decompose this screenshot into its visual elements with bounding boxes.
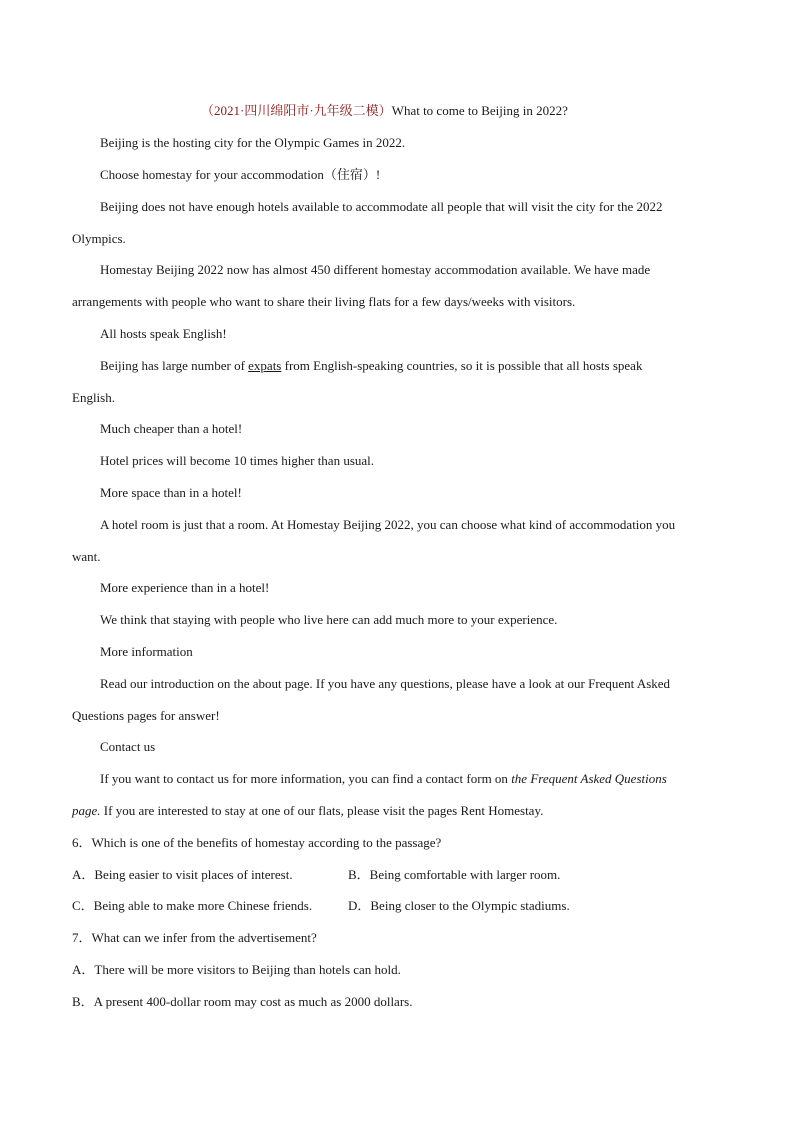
passage-title: What to come to Beijing in 2022? <box>391 103 568 118</box>
answer-option: A．There will be more visitors to Beijing than hotels can hold. <box>72 962 401 977</box>
paragraph-line: We think that staying with people who live here can add much more to your experience. <box>100 612 558 627</box>
source-tag: （2021·四川绵阳市·九年级二模） <box>201 103 392 118</box>
answer-option: B．A present 400-dollar room may cost as much as 2000 dollars. <box>72 994 413 1009</box>
paragraph-line <box>72 803 543 819</box>
italic-text: the Frequent Asked Questions <box>511 771 667 786</box>
text-segment: from English-speaking countries, so it is possible that all hosts speak <box>281 358 643 373</box>
paragraph-line: arrangements with people who want to share their living flats for a few days/weeks with visitors. <box>72 294 576 309</box>
section-heading: Choose homestay for your accommodation（住宿）! <box>100 167 381 182</box>
question-heading <box>201 103 568 119</box>
paragraph-line <box>100 771 667 787</box>
underlined-word: expats <box>248 358 282 373</box>
section-heading: Much cheaper than a hotel! <box>100 421 243 436</box>
section-heading: More experience than in a hotel! <box>100 580 270 595</box>
paragraph-line: Read our introduction on the about page. If you have any questions, please have a look at our Frequent Asked <box>100 676 671 691</box>
section-heading: All hosts speak English! <box>100 326 227 341</box>
text-segment: If you are interested to stay at one of our flats, please visit the pages Rent Homestay. <box>100 803 544 818</box>
paragraph-line: English. <box>72 390 115 405</box>
paragraph-line: Beijing does not have enough hotels available to accommodate all people that will visit the city for the 2022 <box>100 199 663 214</box>
paragraph-line: Olympics. <box>72 231 126 246</box>
paragraph-line: Homestay Beijing 2022 now has almost 450 different homestay accommodation available. We have made <box>100 262 651 277</box>
answer-option: B．Being comfortable with larger room. <box>348 867 561 882</box>
answer-option: C．Being able to make more Chinese friends. <box>72 898 313 913</box>
paragraph-line: Beijing is the hosting city for the Olympic Games in 2022. <box>100 135 406 150</box>
paragraph-line: Hotel prices will become 10 times higher than usual. <box>100 453 375 468</box>
paragraph-line: A hotel room is just that a room. At Homestay Beijing 2022, you can choose what kind of accommodation you <box>100 517 676 532</box>
paragraph-line: Questions pages for answer! <box>72 708 220 723</box>
paragraph-line: want. <box>72 549 101 564</box>
answer-option: A．Being easier to visit places of interest. <box>72 867 293 882</box>
answer-option: D．Being closer to the Olympic stadiums. <box>348 898 570 913</box>
question-stem: 6．Which is one of the benefits of homestay according to the passage? <box>72 835 442 850</box>
section-heading: More information <box>100 644 193 659</box>
section-heading: Contact us <box>100 739 156 754</box>
paragraph-line <box>100 358 642 374</box>
italic-text: page. <box>72 803 101 818</box>
section-heading: More space than in a hotel! <box>100 485 242 500</box>
text-segment: If you want to contact us for more information, you can find a contact form on <box>100 771 512 786</box>
question-stem: 7．What can we infer from the advertisement? <box>72 930 317 945</box>
text-segment: Beijing has large number of <box>100 358 249 373</box>
